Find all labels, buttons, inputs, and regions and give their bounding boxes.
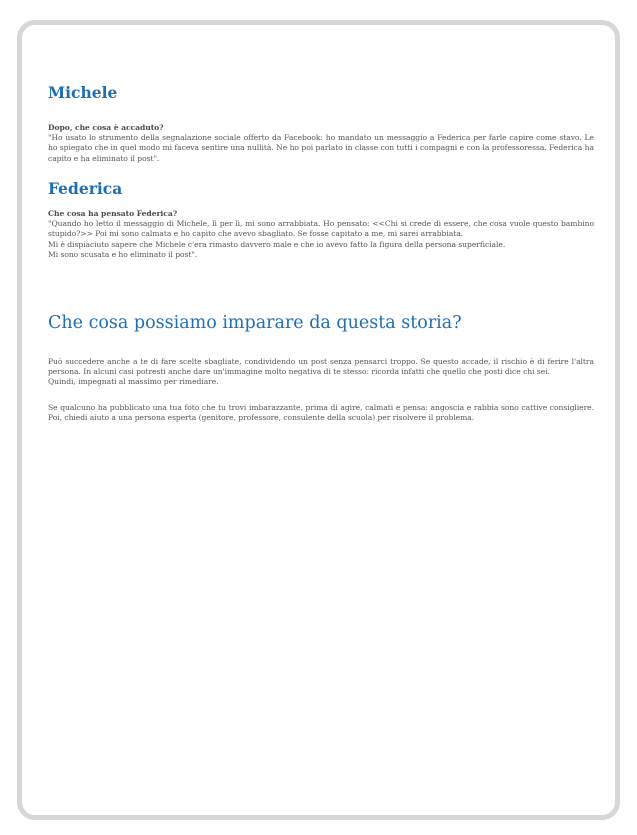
federica-question: Che cosa ha pensato Federica? xyxy=(48,209,178,218)
michele-heading: Michele xyxy=(48,83,118,102)
lesson-paragraph-1b: Quindi, impegnati al massimo per rimediare. xyxy=(48,377,219,387)
lesson-heading: Che cosa possiamo imparare da questa storia? xyxy=(48,313,462,333)
federica-answer-line1: "Quando ho letto il messaggio di Michele, lì per lì, mi sono arrabbiata. Ho pensato: <<Chi si crede di essere, che cosa vuole questo bambino stupido?>> Poi mi sono calmata e ho capito che avevo sbagliato. Se fosse capitato a me, mi sarei arrabbiata. xyxy=(48,219,594,239)
federica-heading: Federica xyxy=(48,179,123,198)
lesson-paragraph-2-text: Se qualcuno ha pubblicato una tua foto che tu trovi imbarazzante, prima di agire, calmati e pensa: angoscia e rabbia sono cattive consigliere. Poi, chiedi aiuto a una persona esperta (genitore, professore, consulente della scuola) per risolvere il problema. xyxy=(48,403,594,423)
michele-question: Dopo, che cosa è accaduto? xyxy=(48,123,164,132)
federica-answer-line3: Mi sono scusata e ho eliminato il post". xyxy=(48,249,198,259)
federica-block xyxy=(48,209,594,260)
lesson-paragraph-1a: Può succedere anche a te di fare scelte sbagliate, condividendo un post senza pensarci troppo. Se questo accade, il rischio è di ferire l'altra persona. In alcuni casi potresti anche dare un'immagine molto negativa di te stesso: ricorda infatti che quello che posti dice chi sei. xyxy=(48,357,594,377)
page-frame xyxy=(17,20,620,820)
federica-answer-line2: Mi è dispiaciuto sapere che Michele c'era rimasto davvero male e che io avevo fatto la figura della persona superficiale. xyxy=(48,239,506,249)
michele-answer: "Ho usato lo strumento della segnalazione sociale offerto da Facebook: ho mandato un messaggio a Federica per farle capire come stavo. Le ho spiegato che in quel modo mi faceva sentire una nullità. Ne ho poi parlato in classe con tutti i compagni e con la professoressa. Federica ha capito e ha eliminato il post". xyxy=(48,133,594,163)
lesson-paragraph-1 xyxy=(48,357,594,388)
michele-block xyxy=(48,123,594,164)
lesson-paragraph-2 xyxy=(48,403,594,423)
